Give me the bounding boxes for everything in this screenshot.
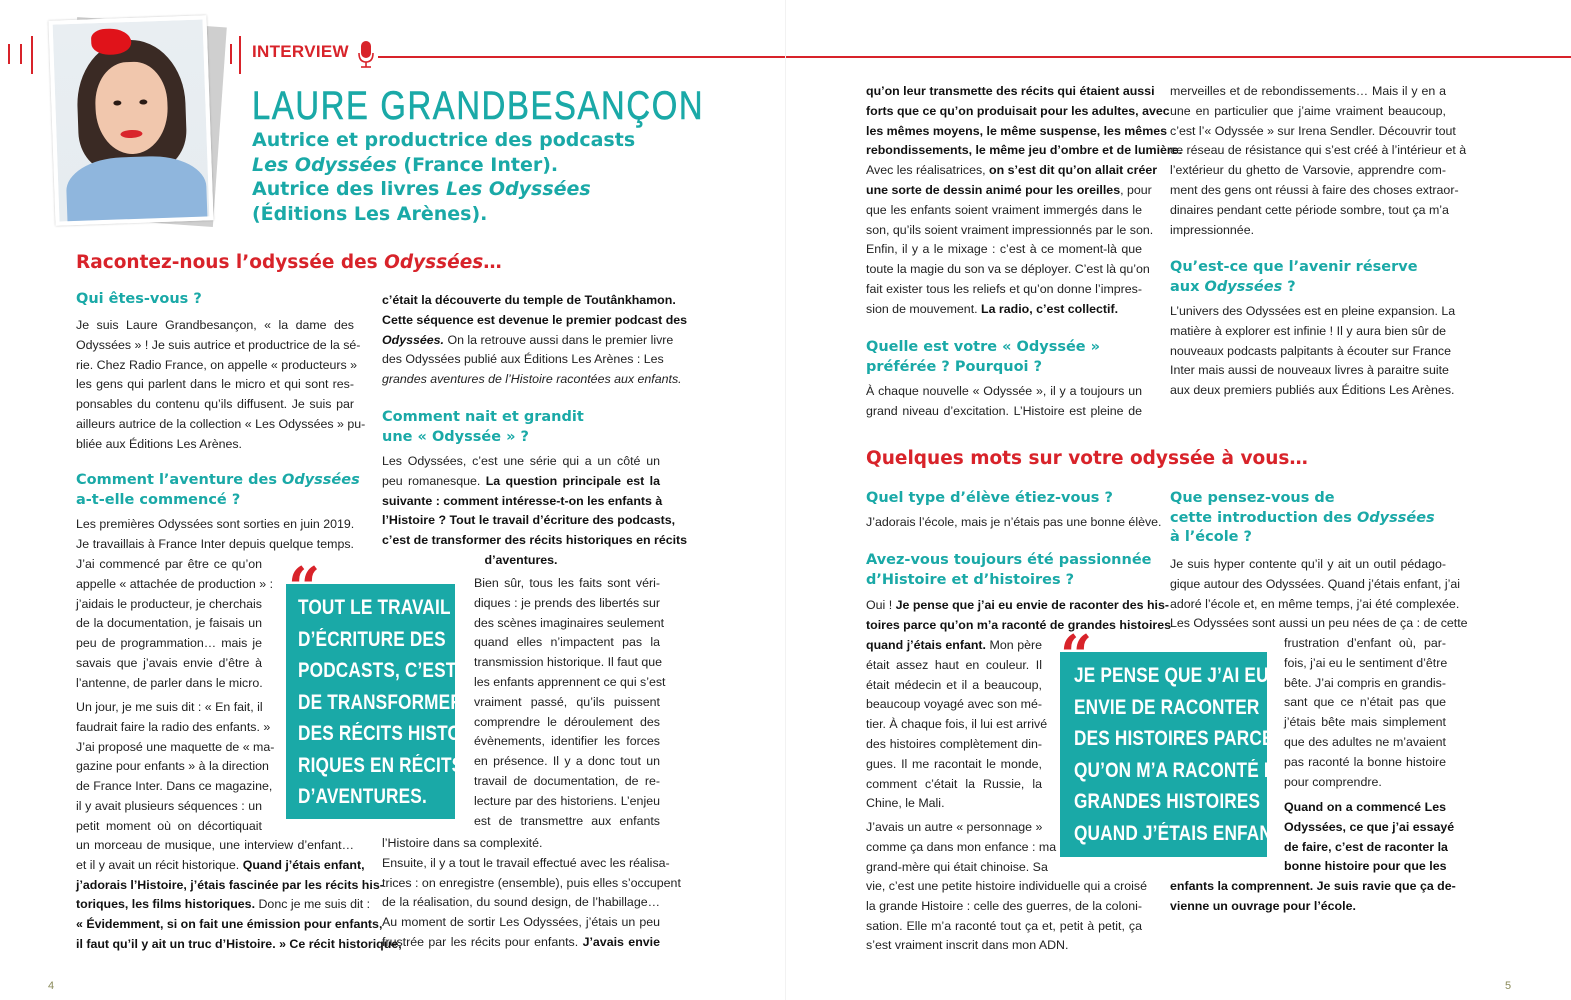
answer-favorite-odyssey-cont: merveilles et de rebondissements… Mais il y en a une en particulier que j’aime vraiment beaucoup, c’est l’« Odyssée » sur Irena Sendler. Découvrir tout ce réseau de résistance qui s’est créé à l’intérieur et à l’extérieur du ghetto de Varsovie, apprendre com- ment des gens ont réussi à faire des choses extraor- dinaires pendant cette période sombre, tout ça m’a impressionnée. bbox=[1170, 84, 1467, 237]
interviewee-subtitle: Autrice et productrice des podcasts Les Odyssées (France Inter). Autrice des livres Les Odyssées (Éditions Les Arènes). bbox=[252, 129, 636, 225]
answer-school-introduction-narrow: frustration d’enfant où, par- fois, j’ai eu le sentiment d’être bête. J’ai compris en grandis- sant que ce n’était pas que j’étais bête mais simplement que des adultes ne m’avaient pas raconté la bonne histoire pour comprendre. bbox=[1284, 636, 1448, 789]
question-how-it-started: Comment l’aventure des Odyssées a-t-elle commencé ? bbox=[76, 472, 360, 508]
answer-passion-history: Oui ! Je pense que j’ai eu envie de raconter des his- toires parce qu’on m’a raconté de grandes histoires bbox=[866, 598, 1172, 632]
question-favorite-odyssey: Quelle est votre « Odyssée » préférée ? Pourquoi ? bbox=[866, 339, 1101, 375]
decorative-tick bbox=[20, 44, 22, 64]
answer-how-odyssey-grows-cont: qu’on leur transmette des récits qui étaient aussi forts que ce qu’on produisait pour les adultes, avec les mêmes moyens, le même suspense, les mêmes rebondissements, le même jeu d’ombre et de lumière. Avec les réalisatrices, on s’est dit qu’on allait créer une sorte de dessin animé pour les oreilles, pour que les enfants soient vraiment immergés dans le son, qu’ils soient vraiment impressionnés par le son. Enfin, il y a le mixage : c’est à ce moment-là que toute la magie du son va se déployer. C’est là qu’on fait exister tous les reliefs et qu’on donne l’impres- sion de mouvement. La radio, c’est collectif. bbox=[866, 84, 1183, 316]
answer-favorite-odyssey: À chaque nouvelle « Odyssée », il y a toujours un grand niveau d’excitation. L’Histoire est pleine de bbox=[866, 384, 1142, 418]
answer-future: L’univers des Odyssées est en pleine expansion. La matière à explorer est infinie ! Il y aura bien sûr de nouveaux podcasts palpitants à écouter sur France Inter mais aussi de nouveaux livres à paraitre suite aux deux premiers publiés aux Éditions Les Arènes. bbox=[1170, 304, 1456, 398]
answer-school-introduction-narrow2: Quand on a commencé Les Odyssées, ce que j’ai essayé de faire, c’est de raconter la bonne histoire pour que les bbox=[1284, 800, 1455, 874]
decorative-tick bbox=[31, 36, 33, 74]
answer-who-are-you: Je suis Laure Grandbesançon, « la dame des Odyssées » ! Je suis autrice et productrice de la sé- rie. Chez Radio France, on appelle « producteurs » les gens qui parlent dans le micro et qui sont res- ponsables du contenu qu’ils diffusent. Je suis par ailleurs autrice de la collection « Les Odyssées » pu- bliée aux Éditions Les Arènes. bbox=[76, 318, 366, 451]
page-gutter bbox=[785, 0, 786, 1000]
answer-how-it-started-intro: Les premières Odyssées sont sorties en juin 2019. Je travaillais à France Inter depuis quelque temps. bbox=[76, 517, 355, 551]
pull-quote-1: TOUT LE TRAVAIL D’ÉCRITURE DES PODCASTS, C’EST DE TRANSFORMER DES RÉCITS HISTO- RIQUES EN RÉCITS D’AVENTURES. bbox=[286, 584, 455, 819]
decorative-tick bbox=[239, 36, 241, 74]
author-photo bbox=[48, 15, 213, 225]
answer-how-it-started-cont: c’était la découverte du temple de Toutânkhamon. Cette séquence est devenue le premier podcast des Odyssées. On la retrouve aussi dans le premier livre des Odyssées publié aux Éditions Les Arènes : Les grandes aventures de l’Histoire racontées aux enfants. bbox=[382, 293, 688, 387]
answer-passion-history-wide: vie, c’est une petite histoire individuelle qui a croisé la grande Histoire : celle des guerres, de la coloni- sation. Elle m’a raconté tout ça et, petit à petit, ça s’est vraiment inscrit dans mon ADN. bbox=[866, 879, 1148, 953]
question-future: Qu’est-ce que l’avenir réserve aux Odyssées ? bbox=[1170, 259, 1418, 295]
answer-student-type: J’adorais l’école, mais je n’étais pas une bonne élève. bbox=[866, 515, 1162, 529]
answer-how-odyssey-grows-wide: l’Histoire dans sa complexité. Ensuite, il y a tout le travail effectué avec les réalisa- trices : on enregistre (ensemble), puis elles s’occupent de la réalisation, du sound design, de l’habillage… Au moment de sortir Les Odyssées, j’étais un peu frustrée par les récits pour enfants. J’avais envie bbox=[382, 836, 681, 949]
answer-school-introduction: Je suis hyper contente qu’il y ait un outil pédago- gique autour des Odyssées. Quand j’étais enfant, j’ai adoré l’école et, en même temps, j’ai été complexée. Les Odyssées sont aussi un peu nées de ça : de cette bbox=[1170, 557, 1468, 631]
question-how-odyssey-grows: Comment nait et grandit une « Odyssée » ? bbox=[382, 409, 584, 445]
answer-passion-history-narrow: quand j’étais enfant. Mon père était assez haut en couleur. Il était médecin et il a beaucoup, beaucoup voyagé avec son mé- tier. À chaque fois, il lui est arrivé des histoires complètement din- gues. Il me racontait le monde, comment c’était la Russie, la Chine, le Mali. bbox=[866, 638, 1048, 811]
header-rule bbox=[378, 56, 1571, 58]
answer-how-it-started-narrow2: Un jour, je me suis dit : « En fait, il faudrait faire la radio des enfants. » J’ai proposé une maquette de « ma- gazine pour enfants » à la direction de France Inter. Dans ce magazine, il y avait plusieurs séquences : un petit moment où on décortiquait bbox=[76, 700, 275, 833]
section-heading-1: Racontez-nous l’odyssée des Odyssées… bbox=[76, 252, 502, 273]
answer-how-it-started-narrow: J’ai commencé par être ce qu’on appelle « attachée de production » : j’aidais le producteur, je cherchais de la documentation, je faisais un peu de programmation… mais je savais que j’avais envie d’être à l’antenne, de parler dans le micro. bbox=[76, 557, 274, 690]
answer-how-it-started-wide: un morceau de musique, une interview d’enfant… et il y avait un récit historique. Quand j’étais enfant, j’adorais l’Histoire, j’étais fascinée par les récits his- toriques, les films historiques. Donc je me suis dit : « Évidemment, si on fait une émission pour enfants, il faut qu’il y ait un truc d’Histoire. » Ce récit historique, bbox=[76, 838, 402, 951]
question-student-type: Quel type d’élève étiez-vous ? bbox=[866, 490, 1113, 506]
pull-quote-2: JE PENSE QUE J’AI EU ENVIE DE RACONTER DES HISTOIRES PARCE QU’ON M’A RACONTÉ DE GRANDES HISTOIRES QUAND J’ÉTAIS ENFANT. bbox=[1060, 652, 1267, 857]
page-number-left: 4 bbox=[48, 980, 55, 992]
answer-school-introduction-wide: enfants la comprennent. Je suis ravie que ça de- vienne un ouvrage pour l’école. bbox=[1170, 879, 1456, 913]
answer-passion-history-narrow2: J’avais un autre « personnage » comme ça dans mon enfance : ma grand-mère qui était chinoise. Sa bbox=[866, 820, 1057, 874]
interviewee-name: LAURE GRANDBESANÇON bbox=[252, 84, 705, 128]
answer-how-odyssey-grows-narrow: Bien sûr, tous les faits sont véri- diques : je prends des libertés sur des scènes imaginaires seulement quand elles n’impactent pas la transmission historique. Il faut que les enfants apprennent ce qui s’est vraiment passé, qu’ils puissent comprendre le déroulement des évènements, identifier les forces en présence. Il y a donc tout un travail de documentation, de re- lecture par des historiens. L’enjeu est de transmettre aux enfants bbox=[474, 576, 666, 828]
section-heading-2: Quelques mots sur votre odyssée à vous… bbox=[866, 448, 1308, 469]
decorative-tick bbox=[230, 44, 232, 64]
microphone-icon bbox=[356, 40, 376, 70]
section-label: INTERVIEW bbox=[252, 42, 349, 61]
question-passion-history: Avez-vous toujours été passionnée d’Histoire et d’histoires ? bbox=[866, 552, 1152, 588]
question-school-introduction: Que pensez-vous de cette introduction des Odyssées à l’école ? bbox=[1170, 490, 1435, 545]
question-who-are-you: Qui êtes-vous ? bbox=[76, 291, 202, 307]
answer-how-odyssey-grows: Les Odyssées, c’est une série qui a un côté un peu romanesque. La question principale est la suivante : comment intéresse-t-on les enfants à l’Histoire ? Tout le travail d’écriture des podcasts, c’est de transformer des récits historiques en récits d’aventures. bbox=[382, 454, 688, 567]
decorative-tick bbox=[8, 44, 10, 64]
page-number-right: 5 bbox=[1505, 980, 1512, 992]
